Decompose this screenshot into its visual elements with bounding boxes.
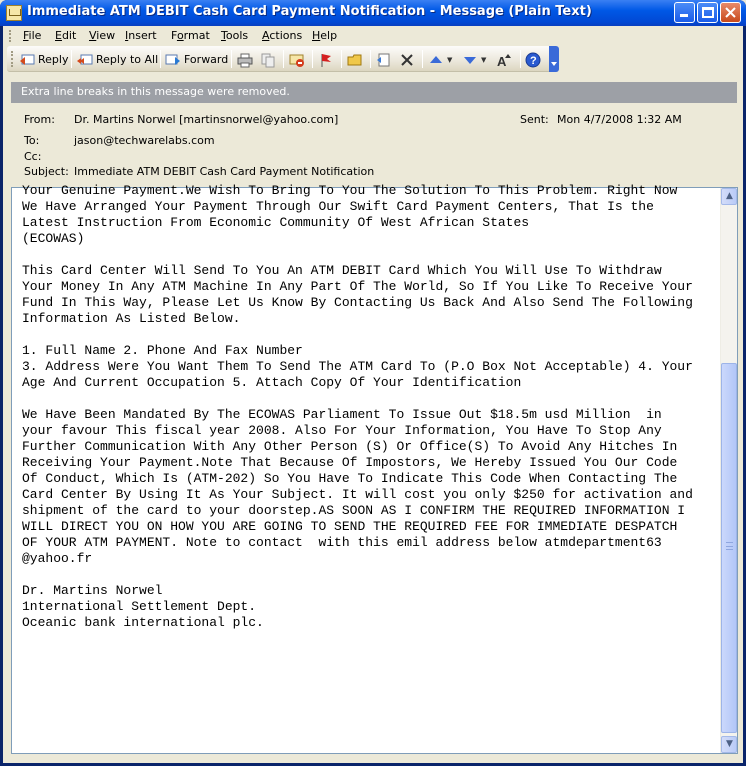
menu-tools[interactable]: Tools: [221, 29, 249, 42]
toolbar-separator: [312, 50, 313, 68]
menu-grip[interactable]: [9, 30, 12, 42]
message-body-text: Your Genuine Payment.We Wish To Bring To You The Solution To This Problem. Right Now We Have Arranged Your Payment Through Our Swift Card Payment Centers, That Is the Latest Instruction From Economic Community Of West African States (ECOWAS) This Card Center Will Send To You An ATM DEBIT Card Which You Will Use To Withdraw Your Money In Any ATM Machine In Any Part Of The World, So If You Like To Receive Your Fund In This Way, Please Let Us Know By Contacting Us Back And Also Send The Following Information As Listed Below. 1. Full Name 2. Phone And Fax Number 3. Address Were You Want Them To Send The ATM Card To (P.O Box Not Acceptable) 4. Your Age And Current Occupation 5. Attach Copy Of Your Identification We Have Been Mandated By The ECOWAS Parliament To Issue Out $18.5m usd Million in your favour This fiscal year 2008. Also For Your Information, You Have To Stop Any Further Communication With Any Other Person (S) Or Office(S) To Avoid Any Hitches In Receiving Your Payment.Note That Because Of Impostors, We Hereby Issued You Our Code Of Conduct, Which Is (ATM-202) So You Have To Indicate This Code When Contacting The Card Center By Using It As Your Subject. It will cost you only $250 for activation and shipment of the card to your doorstep.AS SOON AS I CONFIRM THE REQUIRED INFORMATION I WILL DIRECT YOU ON HOW YOU ARE GOING TO SEND THE REQUIRED FEE FOR IMMEDIATE DESPATCH OF YOUR ATM PAYMENT. Note to contact with this emil address below atmdepartment63 @yahoo.fr Dr. Martins Norwel 1nternational Settlement Dept. Oceanic bank international plc.: [22, 183, 693, 630]
delete-button[interactable]: [399, 50, 418, 69]
chevron-up-icon: ▲: [726, 191, 733, 201]
chevron-down-icon: ▼: [726, 739, 733, 749]
toolbar-options-button[interactable]: [549, 46, 559, 72]
previous-item-icon: [428, 52, 444, 68]
from-value[interactable]: Dr. Martins Norwel [martinsnorwel@yahoo.com]: [74, 113, 339, 126]
sent-label: Sent:: [520, 113, 549, 126]
reply-all-label: Reply to All: [96, 53, 159, 66]
next-item-button[interactable]: [462, 50, 486, 69]
info-bar[interactable]: Extra line breaks in this message were removed.: [11, 82, 737, 103]
reply-icon: [19, 52, 35, 68]
previous-item-button[interactable]: [428, 50, 452, 69]
help-icon: [525, 52, 541, 68]
menu-edit[interactable]: Edit: [55, 29, 77, 42]
toolbar-separator: [422, 50, 423, 68]
close-icon: [720, 2, 741, 23]
maximize-icon: [702, 7, 714, 18]
menu-format[interactable]: Format: [171, 29, 210, 42]
chevron-down-icon[interactable]: ▼: [481, 55, 487, 64]
toolbar-separator: [370, 50, 371, 68]
forward-label: Forward: [184, 53, 229, 66]
move-to-folder-icon: [376, 52, 392, 68]
sent-value: Mon 4/7/2008 1:32 AM: [557, 113, 682, 126]
svg-text:?: ?: [530, 54, 537, 67]
chevron-down-icon[interactable]: ▼: [447, 55, 453, 64]
follow-up-flag-button[interactable]: [318, 50, 337, 69]
forward-icon: [165, 52, 181, 68]
toolbar-separator: [231, 50, 232, 68]
minimize-button[interactable]: [674, 2, 695, 23]
to-label: To:: [24, 134, 40, 147]
scroll-down-button[interactable]: [721, 736, 737, 753]
message-envelope-icon: [6, 5, 22, 21]
from-label: From:: [24, 113, 55, 126]
to-value[interactable]: jason@techwarelabs.com: [74, 134, 215, 147]
copy-icon: [260, 52, 276, 68]
find-folder-button[interactable]: [347, 50, 366, 69]
cc-label: Cc:: [24, 150, 42, 163]
maximize-button[interactable]: [697, 2, 718, 23]
subject-label: Subject:: [24, 165, 69, 178]
svg-text:A: A: [497, 53, 507, 68]
next-item-icon: [462, 52, 478, 68]
window-frame: [3, 26, 743, 763]
toolbar-separator: [341, 50, 342, 68]
junk-mail-button[interactable]: [289, 50, 308, 69]
message-body[interactable]: [11, 183, 738, 754]
junk-mail-icon: [289, 52, 305, 68]
standard-toolbar: [7, 46, 559, 72]
scroll-grip-icon: [726, 542, 733, 550]
vertical-scrollbar[interactable]: [720, 188, 737, 753]
toolbar-grip[interactable]: [11, 51, 14, 67]
menu-actions[interactable]: Actions: [262, 29, 303, 42]
reply-all-button[interactable]: [77, 50, 158, 69]
reply-label: Reply: [38, 53, 69, 66]
flag-icon: [318, 52, 334, 68]
menu-file[interactable]: File: [23, 29, 42, 42]
print-icon: [237, 52, 253, 68]
toolbar-separator: [160, 50, 161, 68]
close-button[interactable]: [720, 2, 741, 23]
copy-button[interactable]: [260, 50, 279, 69]
toolbar-separator: [283, 50, 284, 68]
font-size-icon: [496, 52, 512, 68]
scroll-up-button[interactable]: [721, 188, 737, 205]
font-size-button[interactable]: [496, 50, 515, 69]
reply-all-icon: [77, 52, 93, 68]
subject-value: Immediate ATM DEBIT Cash Card Payment Notification: [74, 165, 375, 178]
minimize-icon: [680, 14, 688, 17]
menu-bar: [3, 26, 743, 46]
menu-help[interactable]: Help: [312, 29, 338, 42]
menu-view[interactable]: View: [89, 29, 116, 42]
scrollbar-thumb[interactable]: [721, 363, 737, 733]
help-button[interactable]: [525, 50, 544, 69]
title-bar[interactable]: [0, 0, 746, 26]
delete-icon: [399, 52, 415, 68]
toolbar-separator: [71, 50, 72, 68]
print-button[interactable]: [237, 50, 256, 69]
open-folder-icon: [347, 52, 363, 68]
reply-button[interactable]: [19, 50, 68, 69]
message-header: [11, 103, 737, 188]
window-title: Immediate ATM DEBIT Cash Card Payment Notification - Message (Plain Text): [27, 4, 592, 19]
menu-insert[interactable]: Insert: [125, 29, 157, 42]
toolbar-separator: [520, 50, 521, 68]
move-to-folder-button[interactable]: [376, 50, 395, 69]
forward-button[interactable]: [165, 50, 228, 69]
